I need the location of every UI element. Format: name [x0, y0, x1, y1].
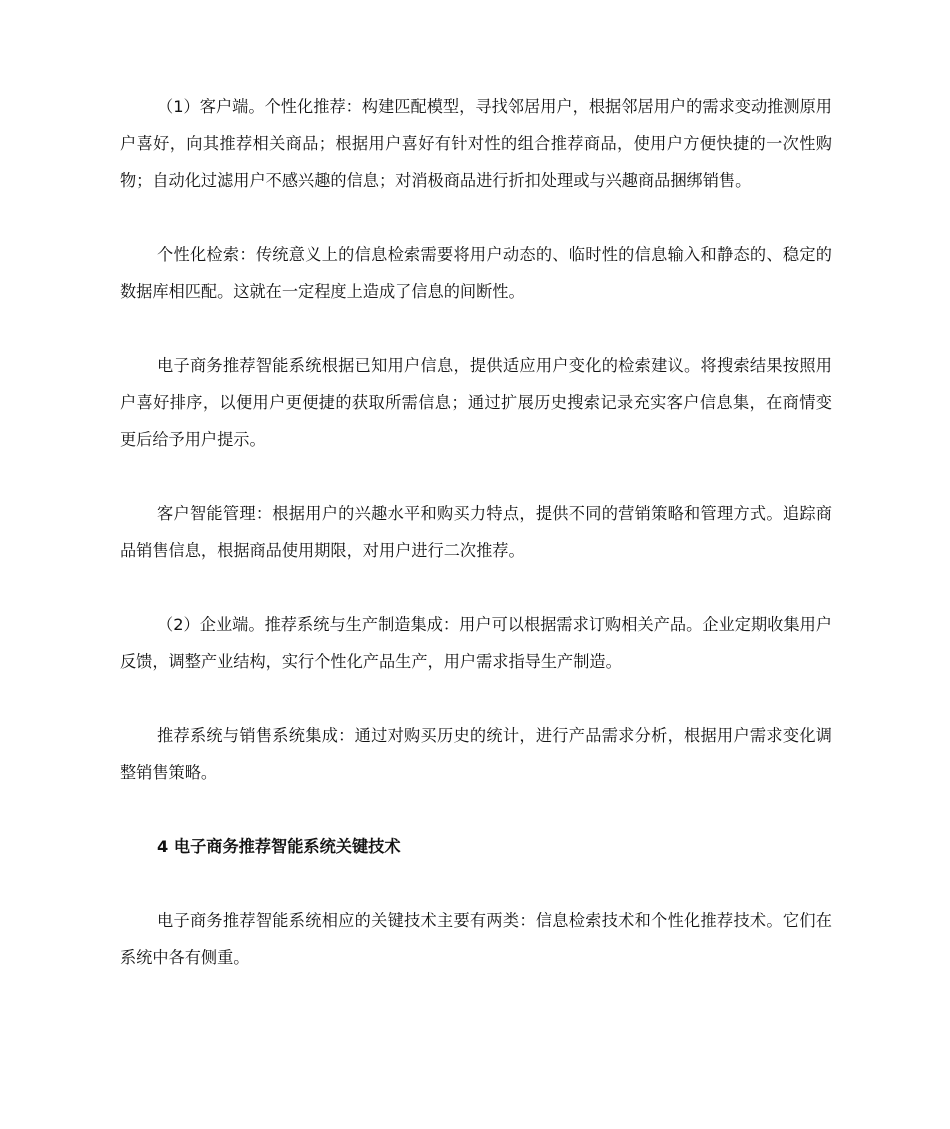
section-heading: 4 电子商务推荐智能系统关键技术 — [157, 837, 401, 856]
paragraph-spacer — [120, 569, 832, 606]
paragraph-spacer — [120, 865, 832, 902]
paragraph-personalized-retrieval: 个性化检索：传统意义上的信息检索需要将用户动态的、临时性的信息输入和静态的、稳定的数据库相匹配。这就在一定程度上造成了信息的间断性。 — [120, 245, 832, 301]
paragraph-sales-integration: 推荐系统与销售系统集成：通过对购买历史的统计，进行产品需求分析，根据用户需求变化调整销售策略。 — [120, 726, 832, 782]
paragraph-client-side: （1）客户端。个性化推荐：构建匹配模型，寻找邻居用户，根据邻居用户的需求变动推测原用户喜好，向其推荐相关商品；根据用户喜好有针对性的组合推荐商品，使用户方便快捷的一次性购物；自动化过滤用户不感兴趣的信息；对消极商品进行折扣处理或与兴趣商品捆绑销售。 — [120, 97, 832, 190]
paragraph-spacer — [120, 310, 832, 347]
document-body — [120, 88, 832, 976]
paragraph-spacer — [120, 680, 832, 717]
paragraph-key-technologies: 电子商务推荐智能系统相应的关键技术主要有两类：信息检索技术和个性化推荐技术。它们在系统中各有侧重。 — [120, 911, 832, 967]
paragraph-spacer — [120, 791, 832, 828]
paragraph-spacer — [120, 458, 832, 495]
paragraph-enterprise-side: （2）企业端。推荐系统与生产制造集成：用户可以根据需求订购相关产品。企业定期收集用户反馈，调整产业结构，实行个性化产品生产，用户需求指导生产制造。 — [120, 615, 832, 671]
paragraph-customer-management: 客户智能管理：根据用户的兴趣水平和购买力特点，提供不同的营销策略和管理方式。追踪商品销售信息，根据商品使用期限，对用户进行二次推荐。 — [120, 504, 832, 560]
paragraph-spacer — [120, 199, 832, 236]
paragraph-search-suggestions: 电子商务推荐智能系统根据已知用户信息，提供适应用户变化的检索建议。将搜索结果按照用户喜好排序，以便用户更便捷的获取所需信息；通过扩展历史搜索记录充实客户信息集，在商情变更后给予用户提示。 — [120, 356, 832, 449]
